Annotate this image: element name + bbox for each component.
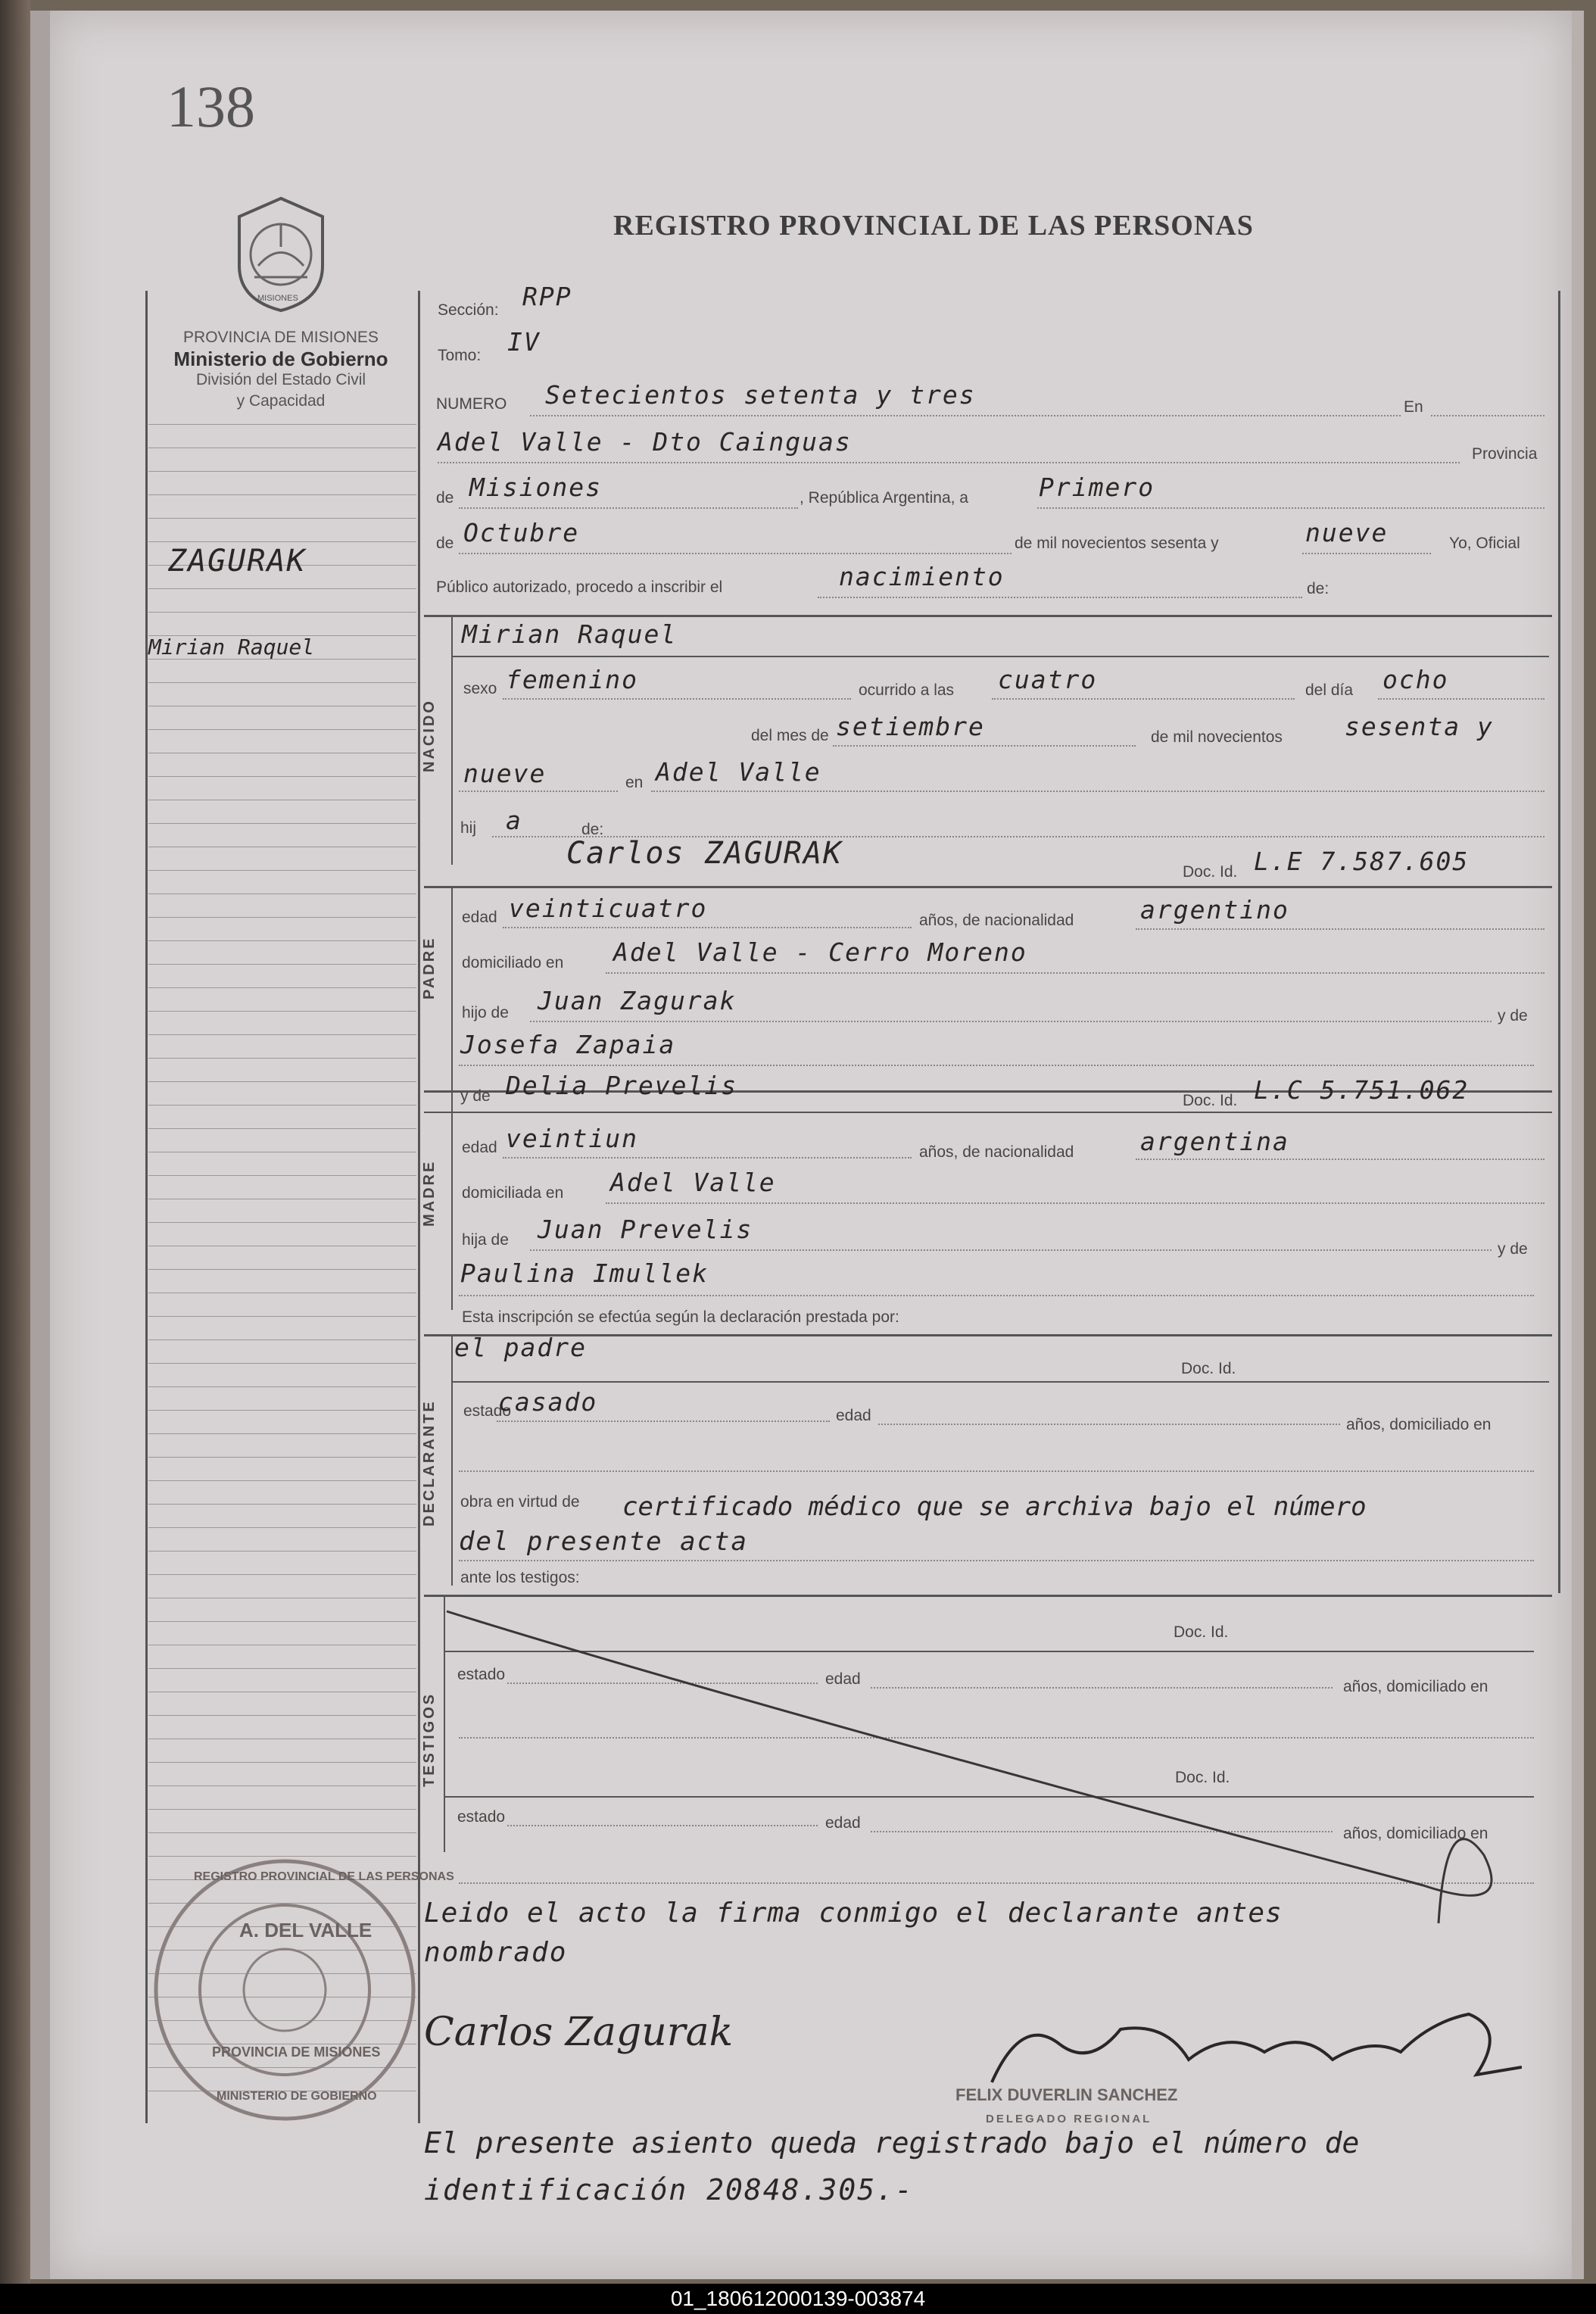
madre-nac-label: años, de nacionalidad — [919, 1143, 1074, 1161]
margin-ruled-line — [148, 1809, 416, 1810]
margin-ruled-line — [148, 1785, 416, 1786]
padre-edad-value: veinticuatro — [509, 893, 708, 923]
abuela-materna-line — [459, 1295, 1534, 1296]
abuela-materna-value: Paulina Imullek — [460, 1258, 709, 1288]
seal-label: MISIONES — [257, 294, 298, 303]
ocurrido-label: ocurrido a las — [859, 681, 955, 699]
margin-ruled-line — [148, 893, 416, 894]
hij-suffix-value: a — [506, 806, 522, 835]
numero-label: NUMERO — [436, 395, 507, 413]
madre-divider — [451, 1090, 453, 1310]
declarante-value: el padre — [454, 1333, 587, 1362]
del-dia-label: del día — [1305, 681, 1354, 699]
margin-ruled-line — [148, 987, 416, 988]
leido-value-1: Leido el acto la firma conmigo el declarante antes — [424, 1898, 1283, 1929]
ante-label: ante los testigos: — [460, 1569, 580, 1586]
lugar-nac-value: Adel Valle — [656, 757, 821, 787]
declarante-doc-label: Doc. Id. — [1181, 1360, 1236, 1377]
margin-ruled-line — [148, 1386, 416, 1387]
form-right-border — [1558, 291, 1560, 1593]
nota-value-1: El presente asiento queda registrado bajo el número de — [424, 2126, 1360, 2160]
margin-ruled-line — [148, 1433, 416, 1434]
testigo1-doc-label: Doc. Id. — [1174, 1623, 1229, 1641]
declarante-anos-label: años, domiciliado en — [1346, 1416, 1492, 1433]
oficial-signature — [977, 1999, 1522, 2097]
anio-nac-value-1: sesenta y — [1345, 712, 1494, 741]
en-lc-label: en — [625, 774, 644, 791]
margin-ruled-line — [148, 1269, 416, 1270]
acto-value: nacimiento — [839, 562, 1005, 591]
margin-ruled-line — [148, 1621, 416, 1622]
margin-ruled-line — [148, 494, 416, 495]
margin-ruled-line — [148, 682, 416, 683]
nacido-divider — [451, 615, 453, 865]
margin-ruled-line — [148, 917, 416, 918]
book-spine — [0, 0, 30, 2314]
acto-line — [818, 597, 1302, 598]
margin-ruled-line — [148, 588, 416, 589]
anio-nac-line — [459, 791, 618, 792]
padre-doc-value: L.E 7.587.605 — [1254, 847, 1470, 876]
padre-divider — [451, 886, 453, 1090]
padre-hijo-label: hijo de — [462, 1004, 509, 1021]
madre-dom-value: Adel Valle — [610, 1168, 776, 1197]
hora-line — [992, 698, 1295, 700]
leido-value-2: nombrado — [424, 1937, 568, 1968]
dia-nac-value: ocho — [1382, 665, 1449, 694]
padre-nac-line — [1136, 928, 1545, 930]
declarante-edad-line — [878, 1424, 1340, 1425]
margin-ruled-line — [148, 1222, 416, 1223]
hora-value: cuatro — [998, 665, 1098, 694]
declarante-estado-value: casado — [498, 1387, 598, 1417]
declarante-signature: Carlos Zagurak — [424, 2010, 734, 2055]
obra-value-1: certificado médico que se archiva bajo el número — [622, 1492, 1367, 1522]
margin-ruled-line — [148, 823, 416, 824]
margin-ruled-line — [148, 1504, 416, 1505]
padre-y-de-label: y de — [1498, 1007, 1528, 1024]
section-declarante-label: DECLARANTE — [421, 1399, 438, 1527]
margin-ruled-line — [148, 1058, 416, 1059]
abuelo-paterno-value: Juan Zagurak — [538, 986, 737, 1015]
section-madre-label: MADRE — [421, 1159, 438, 1227]
margin-ruled-line — [148, 471, 416, 472]
dia-inscripcion-line — [1037, 507, 1545, 509]
margin-ruled-line — [148, 1668, 416, 1669]
nombre-rule — [451, 656, 1549, 657]
page-number: 138 — [167, 73, 255, 139]
abuela-paterna-value: Josefa Zapaia — [460, 1030, 676, 1059]
margin-ruled-line — [148, 1410, 416, 1411]
padre-value: Carlos ZAGURAK — [566, 836, 843, 871]
section-nacido-label: NACIDO — [421, 699, 438, 772]
testigo2-doc-label: Doc. Id. — [1175, 1769, 1230, 1786]
anio-inscripcion-line — [1302, 553, 1431, 554]
numero-line — [530, 415, 1401, 416]
de-label-3: de: — [581, 821, 604, 838]
margin-ruled-line — [148, 1011, 416, 1012]
tomo-value: IV — [507, 327, 541, 357]
margin-ruled-line — [148, 1128, 416, 1129]
madre-doc-label: Doc. Id. — [1183, 1092, 1238, 1109]
authority-division: División del Estado Civil — [195, 371, 366, 388]
tomo-label: Tomo: — [438, 347, 482, 364]
mes-inscripcion-value: Octubre — [463, 518, 580, 547]
obra-line-2 — [459, 1560, 1534, 1561]
margin-ruled-line — [148, 1034, 416, 1035]
margin-ruled-line — [148, 729, 416, 730]
testigos-top-rule — [424, 1595, 1552, 1597]
madre-doc-value: L.C 5.751.062 — [1254, 1075, 1470, 1105]
margin-ruled-line — [148, 1480, 416, 1481]
abuelo-materno-line — [530, 1249, 1492, 1251]
margin-ruled-line — [148, 518, 416, 519]
obra-label: obra en virtud de — [460, 1493, 580, 1511]
margin-ruled-line — [148, 964, 416, 965]
seccion-label: Sección: — [438, 301, 499, 319]
lugar-value: Adel Valle - Dto Cainguas — [438, 427, 852, 457]
declarante-dom-line — [459, 1470, 1534, 1472]
sexo-label: sexo — [463, 680, 497, 697]
testigo1-estado-label: estado — [457, 1666, 506, 1683]
authority-province: PROVINCIA DE MISIONES — [183, 329, 379, 346]
declarante-top-rule — [424, 1334, 1552, 1336]
margin-ruled-line — [148, 870, 416, 871]
anio-inscripcion-value: nueve — [1305, 518, 1389, 547]
margin-ruled-line — [148, 1715, 416, 1716]
numero-value: Setecientos setenta y tres — [545, 380, 976, 410]
seccion-value: RPP — [522, 282, 572, 311]
declarante-divider — [451, 1334, 453, 1586]
declarante-name-rule — [451, 1381, 1549, 1383]
padre-dom-label: domiciliado en — [462, 954, 564, 971]
sexo-line — [503, 698, 851, 700]
testigo1-edad-label: edad — [825, 1670, 861, 1688]
padre-nac-label: años, de nacionalidad — [919, 912, 1074, 929]
authority-division-2: y Capacidad — [236, 392, 326, 410]
stamp-place-text: A. DEL VALLE — [239, 1919, 373, 1941]
margin-ruled-line — [148, 1363, 416, 1364]
testigos-cancel-stroke — [439, 1605, 1514, 1931]
provincia-label: Provincia — [1472, 445, 1538, 463]
image-id-footer: 01_180612000139-003874 — [0, 2284, 1596, 2314]
margin-ruled-line — [148, 776, 416, 777]
madre-edad-value: veintiun — [506, 1124, 638, 1153]
en-line — [1431, 415, 1545, 416]
provincia-value: Misiones — [469, 472, 602, 502]
madre-y-de-label: y de — [460, 1087, 491, 1105]
de-colon-label: de: — [1307, 580, 1329, 597]
margin-ruled-line — [148, 1551, 416, 1552]
declarante-edad-label: edad — [836, 1407, 871, 1424]
madre-y-de-2-label: y de — [1498, 1240, 1528, 1258]
en-label: En — [1404, 398, 1423, 416]
yo-oficial-label: Yo, Oficial — [1449, 535, 1520, 552]
lugar-line — [438, 462, 1460, 463]
abuelo-materno-value: Juan Prevelis — [538, 1215, 753, 1244]
margin-ruled-line — [148, 424, 416, 425]
margin-ruled-line — [148, 1574, 416, 1575]
margin-given-names: Mirian Raquel — [148, 635, 315, 660]
issuing-authority — [142, 327, 419, 412]
sexo-value: femenino — [506, 665, 638, 694]
hij-label: hij — [460, 819, 477, 837]
madre-dom-line — [606, 1202, 1545, 1204]
de-mil-nov-sesenta-label: de mil novecientos sesenta y — [1015, 535, 1219, 552]
testigo1-anos-label: años, domiciliado en — [1343, 1678, 1488, 1695]
margin-ruled-line — [148, 1457, 416, 1458]
madre-hija-label: hija de — [462, 1231, 509, 1249]
margin-column-left-border — [145, 291, 148, 2123]
madre-nac-value: argentina — [1140, 1127, 1289, 1156]
mes-nac-value: setiembre — [836, 712, 985, 741]
margin-ruled-line — [148, 940, 416, 941]
margin-column-right-border — [418, 291, 420, 2123]
obra-value-2: del presente acta — [459, 1527, 748, 1557]
margin-ruled-line — [148, 1175, 416, 1176]
margin-ruled-line — [148, 1316, 416, 1317]
abuela-paterna-line — [459, 1065, 1534, 1066]
registry-stamp — [148, 1854, 454, 2126]
inscripcion-label: Esta inscripción se efectúa según la declaración prestada por: — [462, 1308, 899, 1326]
padre-edad-label: edad — [462, 909, 497, 926]
margin-surname: ZAGURAK — [168, 544, 307, 578]
testigo2-anos-label: años, domiciliado en — [1343, 1825, 1488, 1842]
madre-nac-line — [1136, 1159, 1545, 1160]
padre-doc-label: Doc. Id. — [1183, 863, 1238, 881]
padre-dom-value: Adel Valle - Cerro Moreno — [613, 937, 1027, 967]
madre-second-rule — [424, 1112, 1552, 1113]
margin-ruled-line — [148, 612, 416, 613]
stamp-bottom-text: PROVINCIA DE MISIONES — [212, 2044, 381, 2060]
section-padre-label: PADRE — [421, 936, 438, 1000]
madre-edad-line — [503, 1157, 912, 1159]
stamp-outer-text: REGISTRO PROVINCIAL DE LAS PERSONAS — [194, 1870, 454, 1883]
padre-edad-line — [503, 927, 912, 928]
margin-ruled-line — [148, 1832, 416, 1833]
margin-ruled-line — [148, 541, 416, 542]
stamp-ministry-text: MINISTERIO DE GOBIERNO — [217, 2090, 377, 2103]
madre-value: Delia Prevelis — [506, 1071, 738, 1100]
margin-ruled-line — [148, 1105, 416, 1106]
margin-ruled-line — [148, 1339, 416, 1340]
lugar-nac-line — [651, 791, 1545, 792]
del-mes-label: del mes de — [751, 727, 829, 744]
padre-nac-value: argentino — [1140, 895, 1289, 925]
dia-inscripcion-value: Primero — [1039, 472, 1155, 502]
margin-ruled-line — [148, 1527, 416, 1528]
declarante-estado-line — [497, 1421, 830, 1422]
de-label: de — [436, 489, 454, 507]
abuelo-paterno-line — [530, 1021, 1492, 1022]
margin-ruled-line — [148, 1081, 416, 1082]
nacido-top-rule — [424, 615, 1552, 617]
madre-dom-label: domiciliada en — [462, 1184, 564, 1202]
anio-nac-value-2: nueve — [463, 759, 547, 788]
republica-label: , República Argentina, a — [800, 489, 968, 507]
page-title: REGISTRO PROVINCIAL DE LAS PERSONAS — [613, 210, 1254, 242]
nota-value-2: identificación 20848.305.- — [424, 2173, 914, 2206]
oficial-stamp-title: DELEGADO REGIONAL — [986, 2113, 1152, 2125]
madre-edad-label: edad — [462, 1139, 497, 1156]
dia-nac-line — [1378, 698, 1545, 700]
authority-ministry: Ministerio de Gobierno — [173, 348, 388, 370]
oficial-stamp-name: FELIX DUVERLIN SANCHEZ — [955, 2085, 1178, 2104]
padre-top-rule — [424, 886, 1552, 888]
testigo2-edad-label: edad — [825, 1814, 861, 1832]
margin-ruled-line — [148, 1762, 416, 1763]
mes-nac-line — [833, 745, 1136, 747]
mes-inscripcion-line — [459, 553, 1012, 554]
declarante-estado-label: estado — [463, 1402, 512, 1420]
de-label-2: de — [436, 535, 454, 552]
provincia-line — [459, 507, 798, 509]
section-testigos-label: TESTIGOS — [421, 1692, 438, 1787]
de-mil-nov-label: de mil novecientos — [1151, 728, 1283, 746]
nombre-value: Mirian Raquel — [462, 619, 678, 649]
padre-dom-line — [606, 972, 1545, 974]
testigo2-estado-label: estado — [457, 1808, 506, 1826]
publico-label: Público autorizado, procedo a inscribir el — [436, 578, 723, 596]
